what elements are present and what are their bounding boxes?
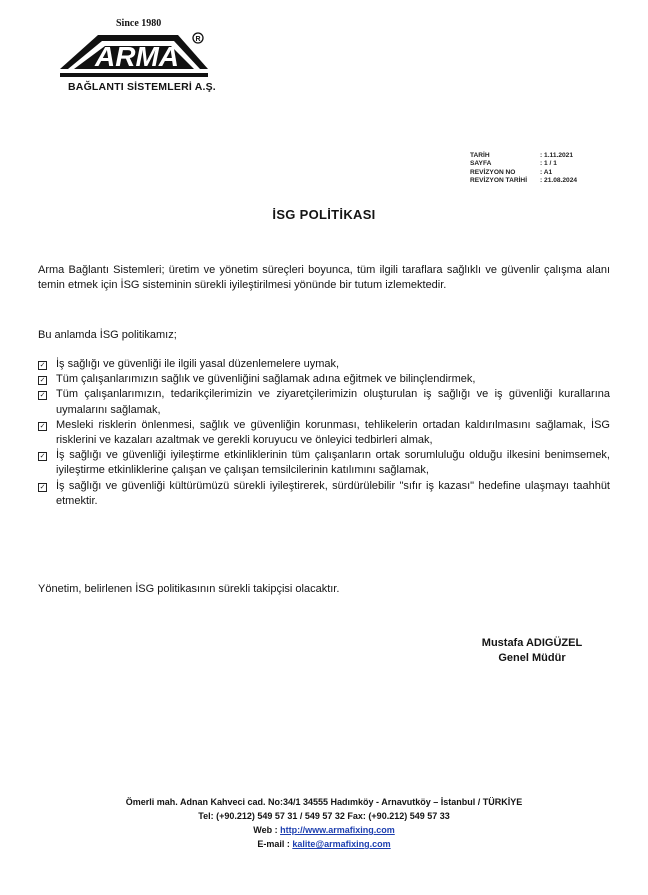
email-link[interactable]: kalite@armafixing.com xyxy=(292,839,391,849)
policy-text: Tüm çalışanlarımızın, tedarikçilerimizin ve ziyaretçilerimizin oluşturulan iş sağlığı ve iş güvenliği kurallarına uymalarını sağlamak, xyxy=(56,388,610,416)
footer-web xyxy=(0,823,648,837)
document-info-value: : 1 / 1 xyxy=(540,160,557,168)
footer-address: Ömerli mah. Adnan Kahveci cad. No:34/1 34555 Hadımköy - Arnavutköy – İstanbul / TÜRKİYE xyxy=(125,797,523,807)
document-info-row xyxy=(470,177,577,185)
checkbox-bullet-icon: ✓ xyxy=(39,453,46,461)
policy-list-item xyxy=(38,418,610,448)
document-info-table xyxy=(470,152,577,185)
lead-paragraph: Bu anlamda İSG politikamız; xyxy=(38,329,177,341)
policy-text: İş sağlığı ve güvenliği ile ilgili yasal düzenlemelere uymak, xyxy=(56,358,340,370)
footer-web-label: Web : xyxy=(253,825,281,835)
signatory-role: Genel Müdür xyxy=(498,652,566,664)
website-link[interactable]: http://www.armafixing.com xyxy=(280,825,395,835)
footer-phone: Tel: (+90.212) 549 57 31 / 549 57 32 Fax: (+90.212) 549 57 33 xyxy=(198,811,450,821)
policy-text: Mesleki risklerin önlenmesi, sağlık ve güvenliğin korunması, tehlikelerin ortadan kaldırılmasını sağlamak, İSG risklerini ve kazaları azaltmak ve gerekli koruyucu ve önleyici tedbirleri almak, xyxy=(56,418,610,447)
policy-list-item xyxy=(38,387,610,417)
svg-text:R: R xyxy=(195,36,201,43)
checkbox-bullet-icon: ✓ xyxy=(39,392,46,400)
intro-paragraph: Arma Bağlantı Sistemleri; üretim ve yönetim süreçleri boyunca, tüm ilgili taraflara sağlıklı ve güvenlir çalışma alanı temin etmek için İSG sisteminin sürekli iyileştirilmesi yönünde bir tutum izlemektedir. xyxy=(38,264,610,291)
logo-brand-text: ARMA xyxy=(95,41,179,72)
document-info-value: : 21.08.2024 xyxy=(540,176,578,184)
document-info-row xyxy=(470,160,577,168)
policy-text: İş sağlığı ve güvenliği iyileştirme etkinliklerinin tüm çalışanların ortak sorumluluğu olduğu ilkesini benimsemek, iyileştirme etkinliklerine çalışan ve çalışan temsilcilerinin katılımını sağlamak, xyxy=(56,449,610,477)
document-info-key: TARİH xyxy=(470,152,490,159)
policy-list-item xyxy=(38,357,610,372)
footer-email-label: E-mail : xyxy=(257,839,293,849)
policy-list-item xyxy=(38,448,610,478)
document-info-row xyxy=(470,169,577,177)
document-info-key: REVİZYON TARİHİ xyxy=(470,176,528,184)
document-info-key: REVİZYON NO xyxy=(470,168,516,176)
footer xyxy=(0,795,648,851)
logo-company-name: BAĞLANTI SİSTEMLERİ A.Ş. xyxy=(68,81,216,93)
page-title: İSG POLİTİKASI xyxy=(272,207,376,222)
checkbox-bullet-icon: ✓ xyxy=(39,422,46,430)
policy-list xyxy=(38,357,610,509)
policy-text: İş sağlığı ve güvenliği kültürümüzü sürekli iyileştirerek, sürdürülebilir "sıfır iş kazası" hedefine ulaşmayı taahhüt etmektir. xyxy=(56,479,610,507)
signature-block xyxy=(462,636,602,666)
document-info-key: SAYFA xyxy=(470,160,492,168)
signatory-name: Mustafa ADIGÜZEL xyxy=(481,637,583,649)
logo-since-text: Since 1980 xyxy=(116,18,162,29)
policy-list-item xyxy=(38,372,610,387)
company-logo xyxy=(58,18,218,98)
footer-email xyxy=(0,837,648,851)
checkbox-bullet-icon: ✓ xyxy=(39,483,46,491)
checkbox-bullet-icon: ✓ xyxy=(39,377,46,385)
policy-list-item xyxy=(38,479,610,509)
arma-logo-mark xyxy=(58,29,218,81)
document-info-row xyxy=(470,152,577,160)
policy-text: Tüm çalışanlarımızın sağlık ve güvenliğini sağlamak adına eğitmek ve bilinçlendirmek, xyxy=(56,373,476,386)
checkbox-bullet-icon: ✓ xyxy=(39,362,46,369)
document-info-value: : 1.11.2021 xyxy=(540,152,573,159)
closing-paragraph: Yönetim, belirlenen İSG politikasının sürekli takipçisi olacaktır. xyxy=(38,583,340,595)
document-info-value: : A1 xyxy=(540,168,553,176)
